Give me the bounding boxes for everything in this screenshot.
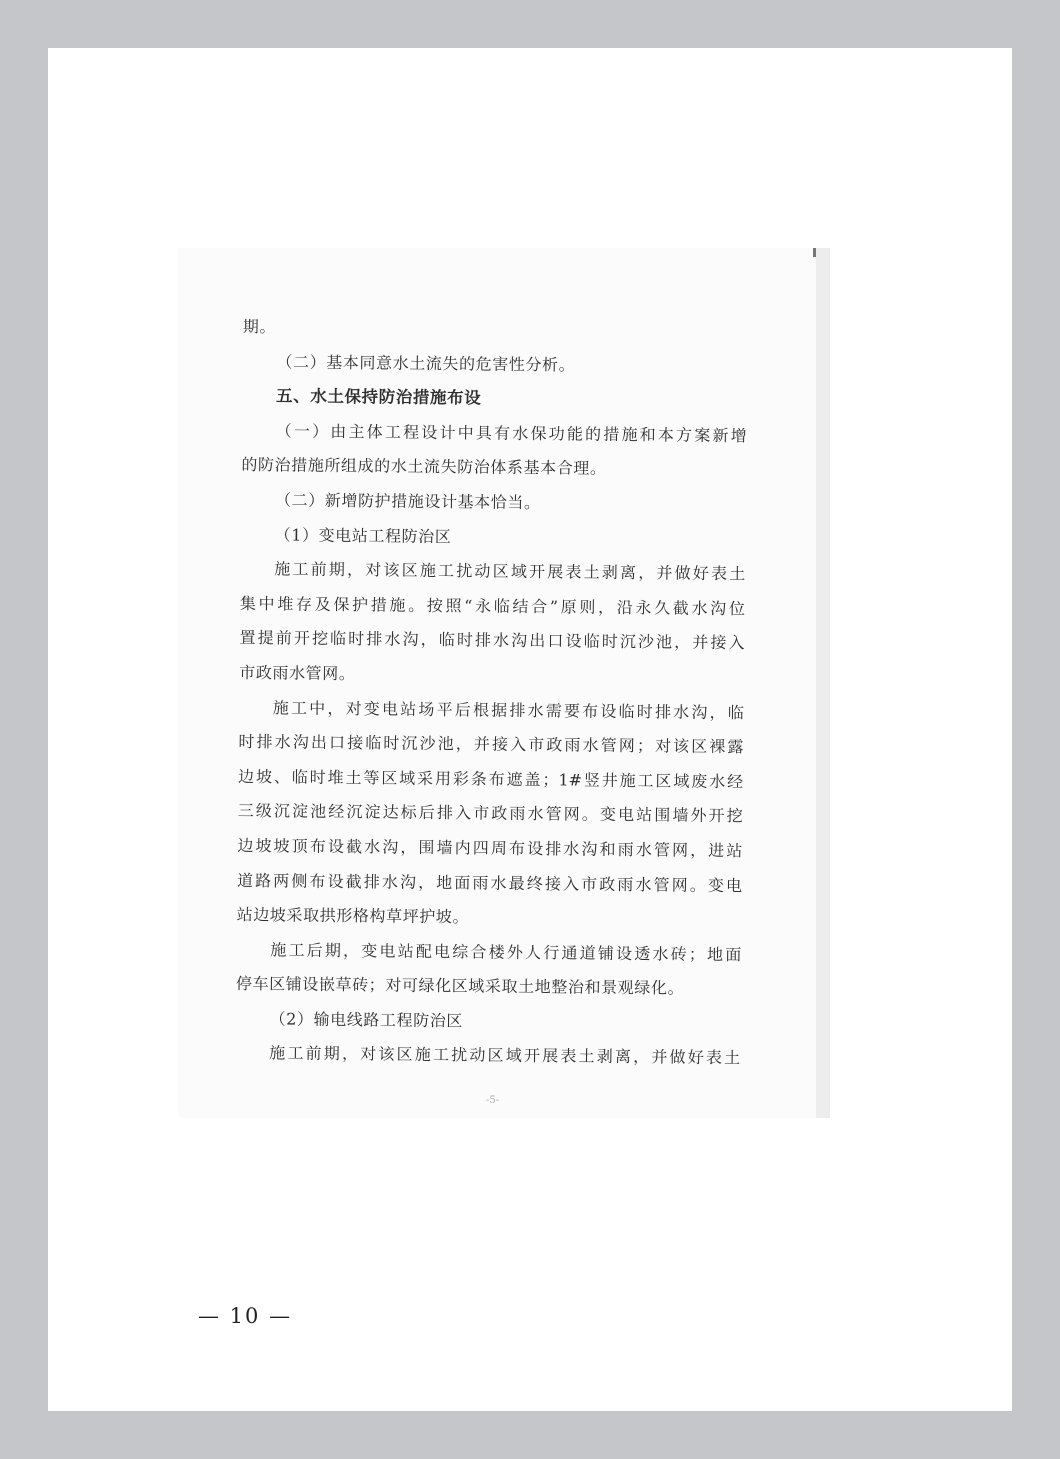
text-line: 施工后期，变电站配电综合楼外人行通道铺设透水砖；地面 bbox=[270, 940, 742, 964]
text-line: 期。 bbox=[242, 316, 277, 337]
scanned-text-block bbox=[235, 310, 748, 1076]
text-line: 施工前期，对该区施工扰动区域开展表土剥离，并做好表土 bbox=[274, 559, 746, 584]
scan-edge-mark bbox=[813, 248, 816, 257]
text-line: 边坡坡顶布设截水沟，围墙内四周布设排水沟和雨水管网，进站 bbox=[237, 835, 743, 861]
text-line: 集中堆存及保护措施。按照“永临结合”原则，沿永久截水沟位 bbox=[239, 593, 746, 619]
scan-folio: -5- bbox=[486, 1095, 500, 1106]
text-line: （二）基本同意水土流失的危害性分析。 bbox=[276, 351, 576, 375]
text-line: 施工中，对变电站场平后根据排水需要布设临时排水沟，临 bbox=[272, 697, 744, 722]
text-line: 的防治措施所组成的水土流失防治体系基本合理。 bbox=[241, 455, 607, 479]
text-line: 时排水沟出口接临时沉沙池，并接入市政雨水管网；对该区裸露 bbox=[238, 732, 744, 757]
text-line: 置提前开挖临时排水沟，临时排水沟出口设临时沉沙池，并接入 bbox=[239, 628, 745, 653]
text-line: （一）由主体工程设计中具有水保功能的措施和本方案新增 bbox=[275, 421, 747, 446]
document-page bbox=[48, 48, 1012, 1411]
text-line: 道路两侧布设截排水沟，地面雨水最终接入市政雨水管网。变电 bbox=[236, 870, 743, 895]
text-line: 市政雨水管网。 bbox=[239, 662, 356, 684]
text-line: 停车区铺设嵌草砖；对可绿化区域采取土地整治和景观绿化。 bbox=[235, 974, 685, 998]
scan-edge-shadow bbox=[816, 248, 830, 1118]
subsection-heading: （1）变电站工程防治区 bbox=[274, 524, 452, 546]
text-line: 站边坡采取拱形格构草坪护坡。 bbox=[236, 905, 470, 927]
text-line: 边坡、临时堆土等区域采用彩条布遮盖；1#竖井施工区域废水经 bbox=[238, 766, 744, 791]
text-line: 施工前期，对该区施工扰动区域开展表土剥离，并做好表土 bbox=[269, 1043, 741, 1068]
section-heading: 五、水土保持防治措施布设 bbox=[276, 386, 482, 408]
text-line: 三级沉淀池经沉淀达标后排入市政雨水管网。变电站围墙外开挖 bbox=[237, 801, 743, 826]
subsection-heading: （2）输电线路工程防治区 bbox=[269, 1009, 464, 1031]
text-line: （二）新增防护措施设计基本恰当。 bbox=[274, 490, 541, 513]
page-number: — 10 — bbox=[198, 1304, 293, 1328]
